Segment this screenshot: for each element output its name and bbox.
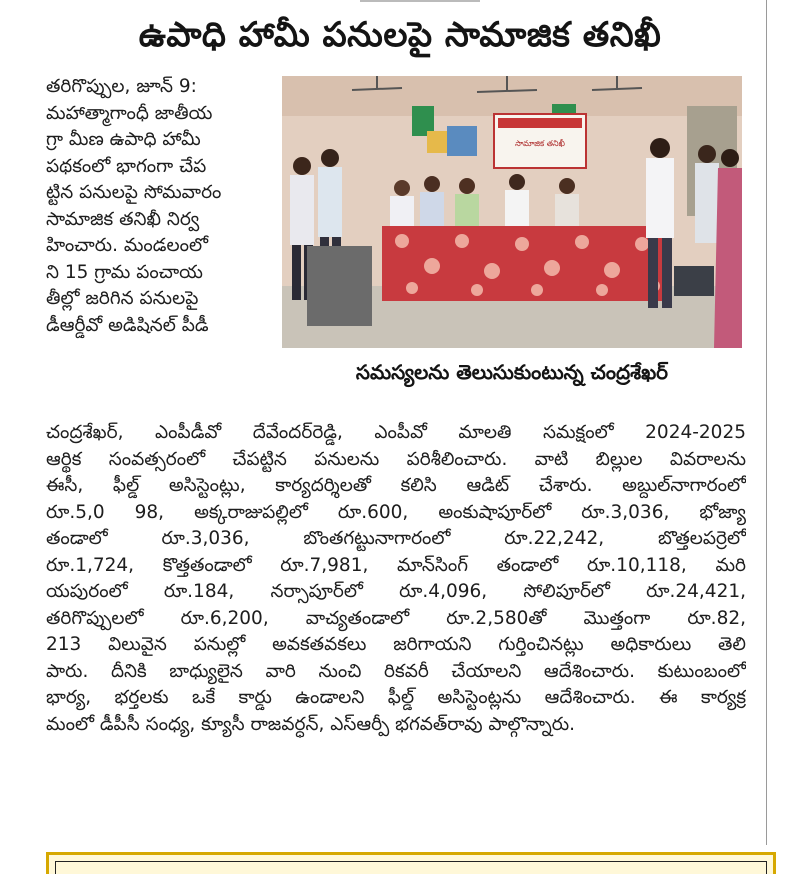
- meeting-photo-illustration: [282, 76, 742, 348]
- next-article-box-edge: [46, 852, 776, 874]
- body-line: రూ.5,0 98, అక్కరాజుపల్లిలో రూ.600, అంకుషాపూర్‌లో రూ.3,036, భోజ్యా: [46, 501, 746, 523]
- intro-line: సామాజిక తనిఖీ నిర్వ: [46, 208, 200, 230]
- column-divider: [766, 0, 767, 845]
- body-line: రూ.1,724, కొత్తతండాలో రూ.7,981, మాన్‌సింగ్ తండాలో రూ.10,118, మరి: [46, 554, 746, 576]
- body-line: 213 విలువైన పనుల్లో అవకతవకలు జరిగాయని గుర్తించినట్లు అధికారులు తెలి: [46, 634, 746, 655]
- next-article-box-inner: [55, 861, 767, 874]
- body-line: పారు. దీనికి బాధ్యులైన వారి నుంచి రికవరీ చేయాలని ఆదేశించారు. కుటుంబంలో: [46, 660, 746, 682]
- clipping-edge: [360, 0, 480, 8]
- article-headline: ఉపాధి హామీ పనులపై సామాజిక తనిఖీ: [138, 15, 662, 55]
- body-line: మంలో డీపీసీ సంధ్య, క్యూసీ రాజవర్ధన్, ఎస్ఆర్పీ భగవత్‌రావు పాల్గొన్నారు.: [46, 713, 576, 735]
- intro-line: ని 15 గ్రామ పంచాయ: [46, 261, 203, 283]
- banner-text: సామాజిక తనిఖీ: [515, 139, 565, 148]
- body-line: చంద్రశేఖర్, ఎంపీడీవో దేవేందర్‌రెడ్డి, ఎంపీవో మాలతి సమక్షంలో 2024-2025: [46, 422, 746, 443]
- photo-caption: సమస్యలను తెలుసుకుంటున్న చంద్రశేఖర్: [355, 360, 669, 384]
- intro-line: డీఆర్డీవో అడిషినల్ పీడీ: [46, 314, 209, 336]
- body-line: యపురంలో రూ.184, నర్సాపూర్‌లో రూ.4,096, సోలిపూర్‌లో రూ.24,421,: [46, 581, 746, 602]
- news-photo: [282, 76, 742, 348]
- article-body: [46, 420, 746, 738]
- body-line: భార్య, భర్తలకు ఒకే కార్డు ఉండాలని ఫీల్డ్ అసిస్టెంట్లను ఆదేశించారు. ఈ కార్యక్ర: [46, 687, 746, 708]
- intro-line: మహాత్మాగాంధీ జాతీయ: [46, 102, 213, 124]
- intro-line: గ్రా మీణ ఉపాధి హామీ: [46, 129, 201, 150]
- body-line: ఆర్థిక సంవత్సరంలో చేపట్టిన పనులను పరిశీలించారు. వాటి బిల్లుల వివరాలను: [46, 448, 746, 470]
- intro-line: తీల్లో జరిగిన పనులపై: [46, 288, 199, 309]
- intro-line: పథకంలో భాగంగా చేప: [46, 155, 207, 177]
- intro-line: తరిగొప్పుల, జూన్ 9:: [46, 76, 197, 97]
- article-intro-column: [46, 74, 272, 339]
- intro-line: హించారు. మండలంలో: [46, 235, 209, 256]
- body-line: తండాలో రూ.3,036, బొంతగట్టునాగారంలో రూ.22,242, బొత్తలపర్రెలో: [46, 528, 746, 549]
- intro-line: ట్టిన పనులపై సోమవారం: [46, 182, 222, 203]
- body-line: ఈసీ, ఫీల్డ్ అసిస్టెంట్లు, కార్యదర్శిలతో కలిసి ఆడిట్ చేశారు. అబ్దుల్‌నాగారంలో: [46, 475, 746, 496]
- body-line: తరిగొప్పులలో రూ.6,200, వాచ్యతండాలో రూ.2,580తో మొత్తంగా రూ.82,: [46, 607, 746, 629]
